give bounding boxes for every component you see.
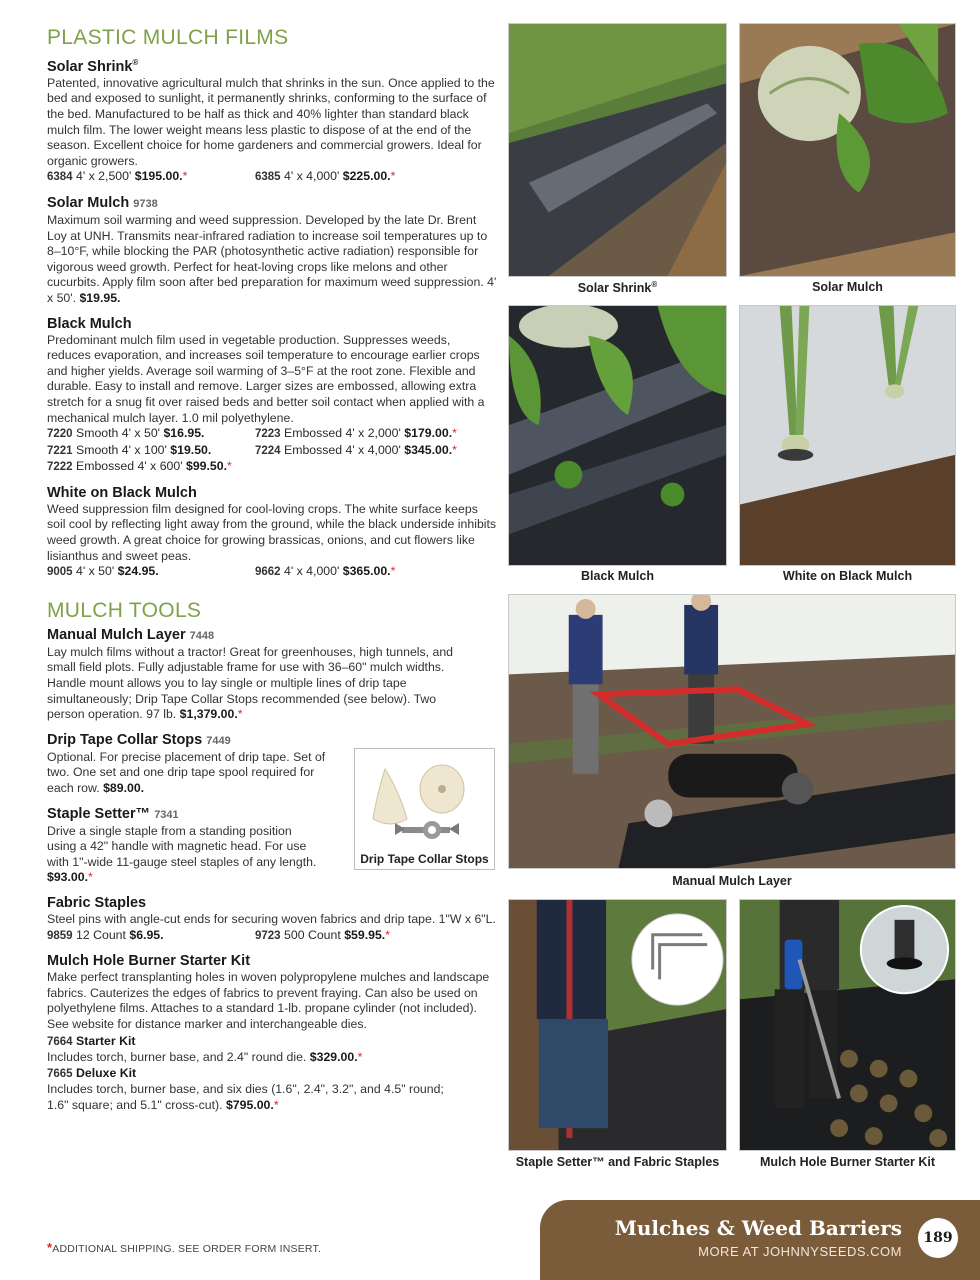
sku-desc: 4' x 4,000': [284, 564, 340, 579]
product-name: Manual Mulch Layer: [47, 626, 186, 643]
product-hole-burner: [47, 953, 497, 1113]
photo-manual-mulch-layer: [508, 594, 956, 869]
price: $329.00.: [309, 1049, 358, 1064]
product-name: Solar Mulch: [47, 194, 130, 211]
product-description: Steel pins with angle-cut ends for securing woven fabrics and drip tape. 1"W x 6"L.: [47, 911, 496, 926]
kit-title-starter: [47, 1033, 497, 1050]
footnote-text: ADDITIONAL SHIPPING. SEE ORDER FORM INSERT.: [52, 1243, 322, 1255]
price: $24.95.: [117, 564, 159, 579]
sku-number: 9723: [255, 929, 281, 942]
shipping-star: *: [390, 169, 396, 184]
banner-link[interactable]: MORE AT JOHNNYSEEDS.COM: [698, 1244, 902, 1259]
registered-mark: ®: [132, 58, 139, 67]
photo-hole-burner: [739, 899, 956, 1151]
product-description: Weed suppression film designed for cool-loving crops. The white surface keeps soil cool by reflecting light away from the ground, while the black underside inhibits weed growth. A great choice for growing brassicas, onions, and cut flowers like lisianthus and sweet peas.: [47, 501, 497, 563]
product-manual-mulch-layer: [47, 627, 497, 723]
price: $16.95.: [163, 426, 205, 441]
shipping-star: *: [273, 1097, 279, 1112]
sku-desc: Smooth 4' x 100': [76, 442, 167, 457]
sku-number: 9662: [255, 566, 281, 579]
sku-item: [47, 928, 255, 945]
kit-title-deluxe: [47, 1065, 497, 1082]
product-name: Drip Tape Collar Stops: [47, 731, 203, 748]
description-text: Optional. For precise placement of drip tape. Set of two. One set and one drip tape spool required for each row.: [47, 749, 326, 796]
shipping-star: *: [357, 1049, 363, 1064]
sku-item: [255, 928, 463, 945]
product-name: White on Black Mulch: [47, 484, 197, 501]
kit-description: [47, 1082, 457, 1113]
caption-manual-mulch-layer: Manual Mulch Layer: [672, 874, 792, 888]
sku-desc: Embossed 4' x 600': [76, 459, 183, 474]
product-description: Predominant mulch film used in vegetable production. Suppresses weeds, reduces evaporation, and increases soil temperature to encourage earlier crops and higher yields. Average soil warming of 3–5°F at the root zone. Flexible and durable. Easy to install and remove. Larger sizes are embossed, allowing extra stretch for a snug fit over raised beds and better soil contact when applied with a mechanical mulch layer. 1.0 mil polyethylene.: [47, 332, 485, 425]
sku-row: [47, 564, 497, 581]
shipping-star: *: [237, 707, 243, 722]
sku-number: 6384: [47, 171, 73, 184]
caption-text: Solar Shrink: [577, 281, 652, 296]
sku-number: 7664: [47, 1035, 73, 1048]
sku-item: [47, 443, 255, 460]
sku-item: [255, 169, 463, 186]
collar-stops-inset: [354, 748, 495, 870]
product-solar-shrink: [47, 54, 497, 186]
product-title: [47, 485, 497, 502]
product-title: [47, 953, 497, 970]
description-text: Lay mulch films without a tractor! Great for greenhouses, high tunnels, and small field plots. Fully adjustable frame for use with 36–60" mulch widths. Handle mount allows you to lay single or multiple lines of drip tape simultaneously; Drip Tape Collar Stops recommended (see below). Two person operation. 97 lb.: [47, 644, 454, 722]
product-name: Fabric Staples: [47, 894, 147, 911]
description-text: Drive a single staple from a standing position using a 42" handle with magnetic head. For use with 1"-wide 11-gauge steel staples of any length.: [47, 823, 317, 869]
sku-desc: Smooth 4' x 50': [76, 426, 161, 441]
price: $195.00.: [134, 169, 183, 184]
caption-white-on-black: White on Black Mulch: [782, 569, 913, 583]
product-name: Black Mulch: [47, 315, 132, 332]
registered-mark: ®: [651, 280, 658, 289]
product-title: [47, 54, 497, 76]
photo-solar-shrink: [508, 23, 727, 277]
sku-desc: 4' x 50': [76, 564, 115, 579]
sku-number: 7222: [47, 461, 73, 474]
section-title-tools: MULCH TOOLS: [47, 598, 202, 622]
sku-desc: Embossed 4' x 4,000': [284, 442, 401, 457]
sku-desc: 12 Count: [76, 927, 126, 942]
product-description: [47, 750, 332, 797]
product-white-on-black: [47, 485, 497, 581]
caption-collar-stops: Drip Tape Collar Stops: [360, 852, 489, 866]
price: $93.00.: [47, 870, 89, 885]
shipping-star: *: [88, 870, 93, 885]
photo-solar-mulch: [739, 23, 956, 277]
section-title-plastic: PLASTIC MULCH FILMS: [47, 26, 289, 49]
sku-desc: 4' x 4,000': [284, 169, 340, 184]
product-code: 7449: [206, 734, 231, 747]
product-code: 9738: [133, 197, 158, 210]
sku-row: [47, 169, 497, 186]
price: $89.00.: [103, 781, 145, 796]
caption-staple-setter: Staple Setter™ and Fabric Staples: [515, 1155, 720, 1169]
price: $225.00.: [342, 169, 391, 184]
shipping-footnote: [47, 1240, 321, 1255]
caption-solar-shrink: [508, 280, 727, 295]
product-name: Mulch Hole Burner Starter Kit: [47, 953, 251, 970]
trademark: ™: [135, 805, 151, 822]
price: $99.50.: [186, 459, 228, 474]
product-code: 7341: [154, 808, 179, 821]
product-description: [47, 824, 322, 886]
shipping-star: *: [182, 169, 188, 184]
shipping-star: *: [227, 459, 232, 474]
product-name: Solar Shrink: [47, 58, 133, 75]
sku-item: [255, 564, 463, 581]
sku-number: 7221: [47, 444, 73, 457]
sku-desc: 500 Count: [284, 927, 341, 942]
sku-number: 7665: [47, 1068, 73, 1081]
sku-item: [255, 443, 463, 460]
sku-item: [47, 564, 255, 581]
catalog-text-column: [47, 26, 497, 1122]
sku-row: [47, 443, 497, 460]
product-name: Staple Setter: [47, 805, 136, 822]
section-banner: [540, 1200, 980, 1280]
photo-black-mulch: [508, 305, 727, 566]
sku-number: 7220: [47, 428, 73, 441]
sku-number: 9005: [47, 566, 73, 579]
sku-number: 7223: [255, 428, 281, 441]
caption-black-mulch: Black Mulch: [581, 569, 654, 583]
product-description: Patented, innovative agricultural mulch that shrinks in the sun. Once applied to the bed and exposed to sunlight, it permanently shrinks, conforming to the surface of the bed. Manufactured to be half as thick and 40% lighter than standard black mulch film. The lower weight means less plastic to dispose of at the end of the season. Excellent choice for home gardeners and commercial growers. Ideal for organic growers.: [47, 75, 495, 168]
collar-stops-image: [355, 749, 494, 849]
price: $19.50.: [170, 442, 212, 457]
description-text: Maximum soil warming and weed suppression. Developed by the late Dr. Brent Loy at UNH. Transmits near-infrared radiation to increase soil temperatures up to 8–10°F, while blocking the PAR (photosynthetic active radiation) responsible for vigorous weed growth. Perfect for heat-loving crops like melons and other cucurbits. Apply film soon after bed preparation for maximum weed suppression. 4' x 50'.: [47, 212, 497, 305]
shipping-star: *: [452, 426, 457, 441]
shipping-star: *: [390, 564, 396, 579]
caption-hole-burner: Mulch Hole Burner Starter Kit: [759, 1155, 936, 1169]
product-solar-mulch: [47, 195, 497, 307]
description-text: Includes torch, burner base, and six dies (1.6", 2.4", 3.2", and 4.5" round; 1.6" square; and 5.1" cross-cut).: [47, 1082, 444, 1112]
shipping-star: *: [452, 442, 457, 457]
product-description: Make perfect transplanting holes in woven polypropylene mulches and landscape fabrics. Cauterizes the edges of fabrics to prevent fraying. Can also be used on polyethylene films. Attaches to a standard 1-lb. propane cylinder (not included). See website for distance marker and interchangeable dies.: [47, 970, 490, 1031]
price: $59.95.: [344, 927, 386, 942]
sku-number: 6385: [255, 171, 281, 184]
product-black-mulch: [47, 316, 497, 476]
price: $6.95.: [129, 927, 164, 942]
product-fabric-staples: [47, 895, 497, 944]
product-title: [47, 895, 497, 912]
price: $795.00.: [225, 1097, 274, 1112]
shipping-star: *: [385, 927, 391, 942]
sku-row: [47, 459, 497, 476]
product-description: [47, 213, 497, 307]
caption-solar-mulch: Solar Mulch: [812, 280, 883, 294]
photo-staple-setter: [508, 899, 727, 1151]
sku-item: [47, 426, 255, 443]
photo-white-on-black: [739, 305, 956, 566]
kit-name: Deluxe Kit: [76, 1066, 137, 1081]
price: $19.95.: [79, 290, 121, 305]
kit-description: [47, 1050, 497, 1066]
sku-desc: Embossed 4' x 2,000': [284, 426, 401, 441]
price: $365.00.: [342, 564, 391, 579]
sku-item: [47, 459, 255, 476]
sku-item: [47, 169, 255, 186]
kit-name: Starter Kit: [76, 1033, 136, 1048]
page-number: 189: [918, 1218, 958, 1258]
sku-row: [47, 426, 497, 443]
price: $345.00.: [404, 442, 453, 457]
sku-row: [47, 928, 497, 945]
sku-number: 7224: [255, 444, 281, 457]
banner-title: Mulches & Weed Barriers: [614, 1216, 902, 1240]
product-title: [47, 316, 497, 333]
price: $179.00.: [404, 426, 453, 441]
sku-item: [255, 426, 463, 443]
product-title: [47, 627, 497, 645]
price: $1,379.00.: [179, 707, 238, 722]
product-code: 7448: [189, 629, 215, 642]
shipping-star: *: [47, 1240, 53, 1255]
sku-desc: 4' x 2,500': [76, 169, 132, 184]
product-description: [47, 645, 462, 723]
product-title: [47, 195, 497, 213]
sku-number: 9859: [47, 929, 73, 942]
description-text: Includes torch, burner base, and 2.4" round die.: [47, 1049, 307, 1064]
